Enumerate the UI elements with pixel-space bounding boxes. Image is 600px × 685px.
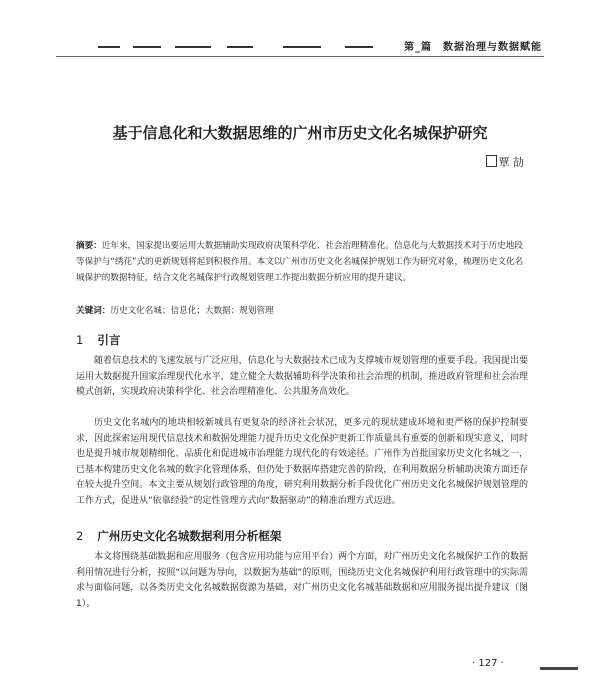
abstract-text: 近年来，国家提出要运用大数据辅助实现政府决策科学化、社会治理精准化。信息化与大数据技术对于历史地段等保护与“绣花”式的更新规划将起到积极作用。本文以广州市历史文化名城保护规划工作为研究对象，梳理历史文化名城保护的数据特征，结合文化名城保护行政规划管理工作提出数据分析应用的提升建议。 (76, 241, 524, 283)
section-2-number: 2 (76, 529, 84, 543)
section-1-heading (76, 332, 120, 348)
section-1-paragraph-2: 历史文化名城内的地块相较新城具有更复杂的经济社会状况，更多元的现状建成环境和更严格的保护控制要求，因此探索运用现代信息技术和数据处理能力提升历史文化保护更新工作质量具有重要的创新和现实意义，同时也是提升城市规划精细化、品质化和促进城市治理能力现代化的有效途径。广州作为首批国家历史文化名城之一，已基本构建历史文化名城的数字化管理体系，但仍处于数据库搭建完善的阶段，在利用数据分析辅助决策方面还存在较大提升空间。本文主要从规划行政管理的角度，研究利用数据分析手段优化广州历史文化名城保护规划管理的工作方式，促进从“依靠经验”的定性管理方式向“数据驱动”的精准治理方式迈进。 (76, 418, 528, 506)
keywords-text: 历史文化名城；信息化；大数据；规划管理 (110, 306, 274, 316)
author (486, 154, 525, 170)
author-name: 覃 劼 (498, 156, 524, 169)
footer-bar (540, 667, 578, 670)
running-header (0, 36, 600, 56)
abstract-label: 摘要： (76, 241, 102, 251)
keywords-label: 关键词： (76, 306, 111, 316)
keywords (76, 304, 526, 316)
abstract (76, 238, 526, 286)
page-number: · 127 · (472, 658, 504, 669)
part-label: 第_篇 数据治理与数据赋能 (404, 42, 542, 53)
section-2-heading (76, 528, 281, 544)
section-2-paragraph-1: 本文将围绕基础数据和应用服务（包含应用功能与应用平台）两个方面，对广州历史文化名城保护工作的数据利用情况进行分析，按照“以问题为导向，以数据为基础”的原则，围绕历史文化名城保护利用行政管理中的实际需求与面临问题，以各类历史文化名城数据资源为基础，对广州历史文化名城基础数据和应用服务提出提升建议（图1）。 (76, 552, 528, 609)
section-1-title: 引言 (97, 333, 121, 347)
page-title: 基于信息化和大数据思维的广州市历史文化名城保护研究 (112, 124, 488, 142)
author-marker (486, 155, 497, 167)
section-1-number: 1 (76, 333, 84, 347)
header-rule (56, 56, 544, 57)
section-2-title: 广州历史文化名城数据利用分析框架 (97, 529, 282, 543)
section-1-paragraph-1: 随着信息技术的飞速发展与广泛应用，信息化与大数据技术已成为支撑城市规划管理的重要手段。我国提出要运用大数据提升国家治理现代化水平，建立健全大数据辅助科学决策和社会治理的机制，推进政府管理和社会治理模式创新，实现政府决策科学化、社会治理精准化、公共服务高效化。 (76, 356, 528, 398)
